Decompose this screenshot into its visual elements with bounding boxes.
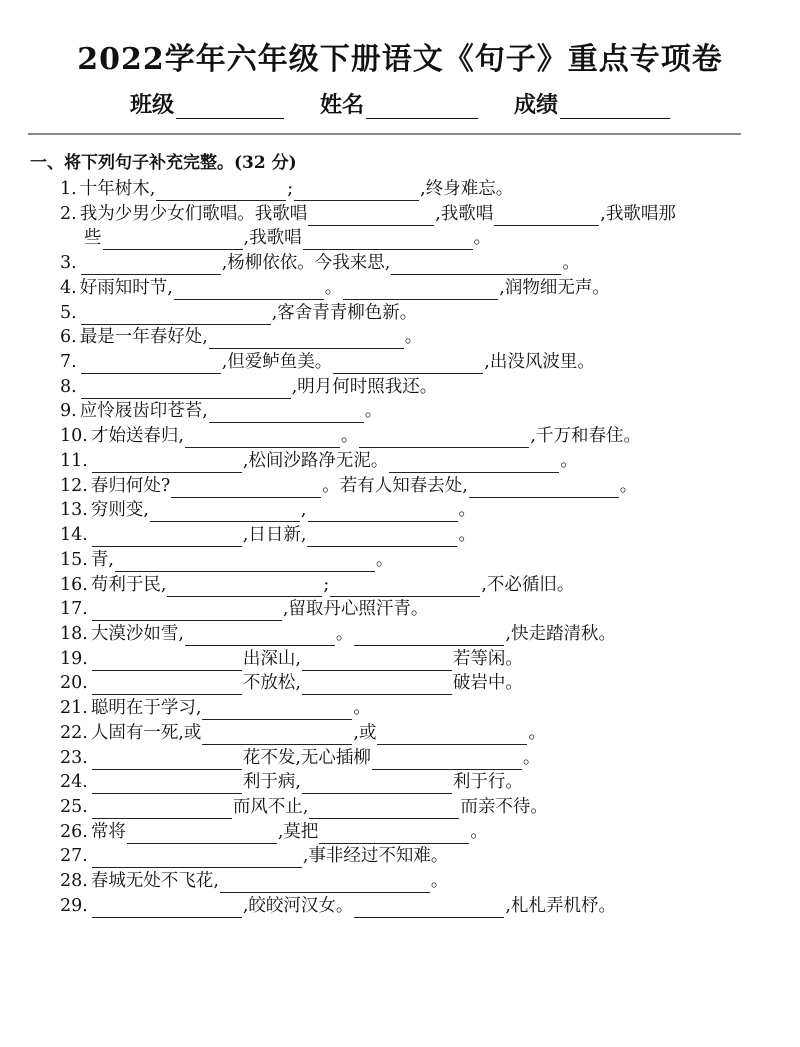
question-text: 利于行。: [452, 772, 523, 793]
question-text: 才始送春归,: [90, 426, 184, 447]
answer-blank[interactable]: [171, 478, 321, 498]
question-text: 最是一年春好处,: [79, 327, 208, 348]
answer-blank[interactable]: [354, 626, 504, 646]
question-text: 。: [364, 401, 383, 422]
question-number: 21.: [60, 698, 88, 719]
answer-blank[interactable]: [92, 799, 232, 819]
question-text: ,札札弄机杼。: [505, 895, 616, 916]
question-number: 10.: [60, 426, 88, 447]
question-line: [60, 548, 393, 572]
answer-blank[interactable]: [302, 651, 452, 671]
question-text: 。: [353, 698, 371, 719]
question-number: 9.: [60, 401, 77, 422]
question-text: 春城无处不飞花,: [90, 871, 219, 892]
answer-blank[interactable]: [354, 898, 504, 918]
question-text: ,: [300, 500, 307, 521]
question-number: 18.: [60, 623, 88, 644]
question-text: 。若有人知春去处,: [322, 475, 468, 496]
answer-blank[interactable]: [92, 651, 242, 671]
question-text: 。: [458, 500, 476, 521]
answer-blank[interactable]: [372, 750, 522, 770]
answer-blank[interactable]: [494, 206, 599, 226]
question-text: ,或: [353, 722, 377, 743]
question-line: [60, 597, 428, 621]
question-number: 13.: [60, 500, 88, 521]
answer-blank[interactable]: [174, 280, 324, 300]
question-line: [60, 746, 540, 770]
question-number: 25.: [60, 797, 88, 817]
answer-blank[interactable]: [185, 428, 340, 448]
question-line: [60, 276, 610, 300]
question-text: ,不必循旧。: [481, 574, 575, 595]
question-number: 19.: [60, 648, 88, 669]
question-line: [60, 820, 488, 844]
question-text: 苟利于民,: [90, 574, 167, 595]
answer-blank[interactable]: [167, 577, 322, 597]
question-text: ,我歌唱: [243, 228, 302, 249]
answer-blank[interactable]: [202, 700, 352, 720]
question-text: 。: [562, 253, 580, 274]
answer-blank[interactable]: [302, 774, 452, 794]
question-number: 16.: [60, 574, 88, 595]
question-text: ,皎皎河汉女。: [242, 895, 354, 916]
question-text: 而风不止,: [232, 797, 309, 817]
answer-blank[interactable]: [127, 824, 277, 844]
question-line: [60, 424, 641, 448]
answer-blank[interactable]: [103, 230, 243, 250]
page-title: 2022学年六年级下册语文《句子》重点专项卷: [77, 42, 723, 77]
question-text: 而亲不待。: [460, 797, 548, 817]
answer-blank[interactable]: [319, 824, 469, 844]
answer-blank[interactable]: [377, 725, 527, 745]
question-line: [60, 647, 523, 671]
question-text: 。: [430, 871, 449, 892]
answer-blank[interactable]: [92, 848, 302, 868]
question-text: 春归何处?: [90, 475, 171, 496]
question-number: 4.: [60, 277, 77, 298]
question-text: ,润物细无声。: [499, 277, 610, 298]
question-text: ,留取丹心照汗青。: [282, 599, 429, 620]
question-text: ,事非经过不知难。: [302, 846, 449, 867]
question-text: 出深山,: [242, 648, 301, 669]
question-text: ,快走踏清秋。: [505, 623, 616, 644]
question-text: ,明月何时照我还。: [291, 376, 438, 397]
question-text: 利于病,: [242, 772, 301, 793]
answer-blank[interactable]: [92, 527, 242, 547]
answer-blank[interactable]: [81, 354, 221, 374]
question-line: [60, 301, 417, 325]
question-text: 些: [84, 228, 102, 249]
question-text: 穷则变,: [90, 500, 149, 521]
question-line: [60, 474, 637, 498]
question-number: 12.: [60, 475, 88, 496]
question-number: 5.: [60, 302, 77, 323]
question-number: 14.: [60, 525, 88, 546]
question-line: [60, 573, 574, 597]
question-number: 2.: [60, 203, 77, 224]
answer-blank[interactable]: [303, 230, 473, 250]
question-text: 不放松,: [242, 673, 301, 694]
question-text: ,松间沙路净无泥。: [242, 450, 389, 471]
question-number: 15.: [60, 549, 88, 570]
question-text: 应怜屐齿印苍苔,: [79, 401, 208, 422]
question-line: [60, 795, 548, 819]
question-number: 29.: [60, 895, 88, 916]
question-text: ,出没风波里。: [484, 352, 595, 373]
question-number: 26.: [60, 821, 88, 842]
question-text: ,杨柳依依。今我来思,: [221, 253, 391, 274]
question-number: 23.: [60, 747, 88, 768]
answer-blank[interactable]: [359, 428, 529, 448]
question-text: ,我歌唱那: [600, 203, 676, 224]
question-text: ;: [287, 179, 294, 199]
answer-blank[interactable]: [92, 453, 242, 473]
question-line: [60, 350, 595, 374]
question-line: [60, 325, 422, 349]
question-text: ,但爱鲈鱼美。: [221, 352, 333, 373]
question-text: ,莫把: [277, 821, 319, 842]
answer-blank[interactable]: [308, 502, 458, 522]
question-line: [60, 375, 437, 399]
question-text: 破岩中。: [452, 673, 523, 694]
question-text: 。: [340, 426, 359, 447]
answer-blank[interactable]: [150, 502, 300, 522]
class-label: 班级: [129, 92, 174, 118]
answer-blank[interactable]: [333, 354, 483, 374]
question-text: 。: [560, 450, 578, 471]
question-text: ,我歌唱: [435, 203, 494, 224]
question-text: 花不发,无心插柳: [242, 747, 371, 768]
answer-blank[interactable]: [220, 873, 430, 893]
question-text: 。: [404, 327, 423, 348]
answer-blank[interactable]: [389, 453, 559, 473]
answer-blank[interactable]: [92, 774, 242, 794]
question-text: 。: [522, 747, 541, 768]
question-line: [60, 177, 513, 201]
question-line: [60, 869, 448, 893]
question-text: 大漠沙如雪,: [90, 623, 184, 644]
answer-blank[interactable]: [115, 552, 375, 572]
answer-blank[interactable]: [294, 181, 419, 201]
question-text: 。: [619, 475, 638, 496]
question-number: 7.: [60, 352, 77, 373]
question-text: 若等闲。: [452, 648, 523, 669]
question-number: 11.: [60, 450, 88, 471]
score-label: 成绩: [514, 92, 559, 118]
question-line: [60, 251, 580, 275]
question-text: ,千万和春住。: [530, 426, 641, 447]
question-text: 。: [528, 722, 546, 743]
question-number: 28.: [60, 871, 88, 892]
question-line: [60, 523, 476, 547]
question-number: 20.: [60, 673, 88, 694]
question-number: 22.: [60, 722, 88, 743]
answer-blank[interactable]: [92, 898, 242, 918]
answer-blank[interactable]: [202, 725, 352, 745]
question-line: [60, 399, 382, 423]
answer-blank[interactable]: [469, 478, 619, 498]
question-line: [60, 844, 448, 868]
answer-blank[interactable]: [81, 379, 291, 399]
question-text: 青,: [90, 549, 114, 570]
answer-blank[interactable]: [330, 577, 480, 597]
question-number: 6.: [60, 327, 77, 348]
question-text: ,日日新,: [242, 525, 307, 546]
question-line: [60, 498, 476, 522]
answer-blank[interactable]: [92, 675, 242, 695]
question-line: [60, 449, 578, 473]
question-line: [60, 770, 523, 794]
answer-blank[interactable]: [185, 626, 335, 646]
question-text: 。: [335, 623, 354, 644]
question-line: [60, 622, 616, 646]
question-number: 17.: [60, 599, 88, 620]
question-number: 27.: [60, 846, 88, 867]
question-number: 1.: [60, 179, 77, 199]
question-line: [84, 226, 491, 250]
question-line: [60, 721, 546, 745]
question-text: ;: [323, 574, 330, 595]
question-text: 。: [324, 277, 343, 298]
question-line: [60, 202, 676, 226]
question-line: [60, 671, 523, 695]
question-text: 。: [470, 821, 488, 842]
question-number: 8.: [60, 376, 77, 397]
name-label: 姓名: [319, 92, 364, 118]
answer-blank[interactable]: [302, 675, 452, 695]
question-line: [60, 696, 371, 720]
question-number: 3.: [60, 253, 77, 274]
question-text: ,终身难忘。: [420, 179, 514, 199]
answer-blank[interactable]: [209, 403, 364, 423]
answer-blank[interactable]: [156, 181, 286, 201]
question-number: 24.: [60, 772, 88, 793]
question-text: ,客舍青青柳色新。: [271, 302, 418, 323]
question-text: 。: [375, 549, 394, 570]
answer-blank[interactable]: [391, 255, 561, 275]
question-text: 常将: [90, 821, 126, 842]
question-text: 。: [473, 228, 492, 249]
question-text: 我为少男少女们歌唱。我歌唱: [79, 203, 308, 224]
question-text: 好雨知时节,: [79, 277, 173, 298]
section-heading: 一、将下列句子补充完整。(32 分): [30, 153, 297, 173]
question-text: 人固有一死,或: [90, 722, 202, 743]
answer-blank[interactable]: [81, 305, 271, 325]
question-line: [60, 894, 616, 918]
answer-blank[interactable]: [308, 206, 434, 226]
answer-blank[interactable]: [81, 255, 221, 275]
answer-blank[interactable]: [343, 280, 498, 300]
question-text: 。: [458, 525, 476, 546]
answer-blank[interactable]: [209, 329, 404, 349]
question-text: 聪明在于学习,: [90, 698, 202, 719]
answer-blank[interactable]: [92, 601, 282, 621]
question-text: 十年树木,: [79, 179, 156, 199]
answer-blank[interactable]: [309, 799, 459, 819]
answer-blank[interactable]: [92, 750, 242, 770]
answer-blank[interactable]: [307, 527, 457, 547]
